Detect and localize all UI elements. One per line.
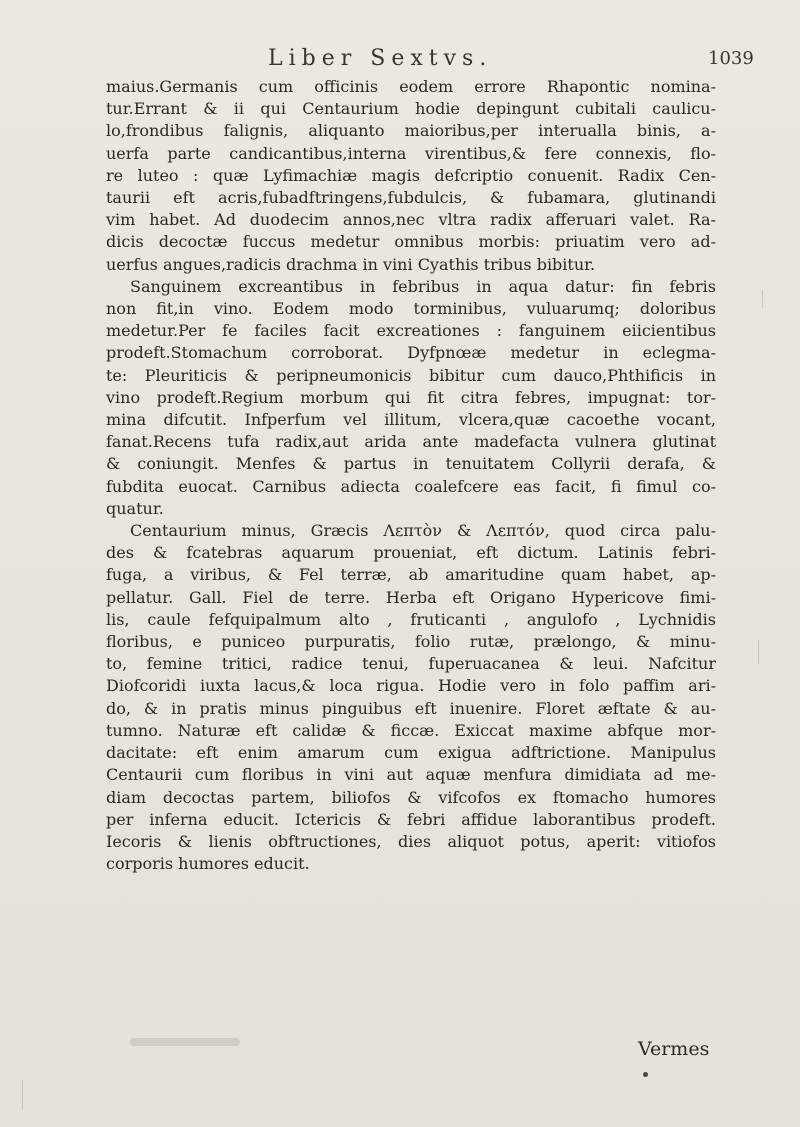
text-line: to, femine tritici, radice tenui, fuperuacanea & leui. Nafcitur	[106, 654, 716, 674]
text-line: tumno. Naturæ eft calidæ & ficcæ. Exiccat maxime abfque mor-	[106, 720, 716, 740]
text-line: lo,frondibus falignis, aliquanto maioribus,per interualla binis, a-	[106, 121, 716, 141]
body-text	[106, 76, 716, 875]
text-line: dacitate: eft enim amarum cum exigua adftrictione. Manipulus	[106, 743, 716, 763]
text-line: Centaurii cum floribus in vini aut aquæ menfura dimidiata ad me-	[106, 765, 716, 785]
paragraph-centaurium-majus	[106, 76, 716, 520]
text-line: floribus, e puniceo purpuratis, folio rutæ, prælongo, & minu-	[106, 632, 716, 652]
text-line: Iecoris & lienis obftructiones, dies aliquot potus, aperit: vitiofos	[106, 831, 716, 851]
text-line: vino prodeft.Regium morbum qui fit citra febres, impugnat: tor-	[106, 387, 716, 407]
text-line: tur.Errant & ii qui Centaurium hodie depingunt cubitali caulicu-	[106, 99, 716, 119]
text-line: do, & in pratis minus pinguibus eft inuenire. Floret æftate & au-	[106, 698, 716, 718]
text-line: per inferna educit. Ictericis & febri affidue laborantibus prodeft.	[106, 809, 716, 829]
text-line: corporis humores educit.	[106, 854, 310, 874]
text-line: mina difcutit. Infperfum vel illitum, vlcera,quæ cacoethe vocant,	[106, 410, 716, 430]
margin-mark	[758, 640, 759, 664]
text-line: diam decoctas partem, biliofos & vifcofos ex ftomacho humores	[106, 787, 716, 807]
text-line: & coniungit. Menfes & partus in tenuitatem Collyrii derafa, &	[106, 454, 716, 474]
text-line: re luteo : quæ Lyfimachiæ magis defcriptio conuenit. Radix Cen-	[106, 165, 716, 185]
text-line: te: Pleuriticis & peripneumonicis bibitur cum dauco,Phthificis in	[106, 365, 716, 385]
text-line: uerfus angues,radicis drachma in vini Cyathis tribus bibitur.	[106, 254, 596, 274]
ink-smudge	[130, 1038, 240, 1046]
page-header	[0, 38, 800, 78]
text-line: fanat.Recens tufa radix,aut arida ante madefacta vulnera glutinat	[106, 432, 716, 452]
catchword: Vermes	[638, 1038, 710, 1060]
margin-mark	[762, 290, 763, 308]
text-line: des & fcatebras aquarum proueniat, eft dictum. Latinis febri-	[106, 543, 716, 563]
text-line: quatur.	[106, 498, 164, 518]
text-line: fubdita euocat. Carnibus adiecta coalefcere eas facit, fi fimul co-	[106, 476, 716, 496]
text-line: medetur.Per fe faciles facit excreationes : fanguinem eiicientibus	[106, 321, 716, 341]
text-line: uerfa parte candicantibus,interna virentibus,& fere connexis, flo-	[106, 143, 716, 163]
text-line: fuga, a viribus, & Fel terræ, ab amaritudine quam habet, ap-	[106, 565, 716, 585]
text-line: taurii eft acris,fubadftringens,fubdulcis, & fubamara, glutinandi	[106, 188, 716, 208]
text-line: pellatur. Gall. Fiel de terre. Herba eft Origano Hypericove fimi-	[106, 587, 716, 607]
paragraph-centaurium-minus	[106, 520, 716, 875]
text-line: non fit,in vino. Eodem modo torminibus, vuluarumq; doloribus	[106, 299, 716, 319]
text-line: dicis decoctæ fuccus medetur omnibus morbis: priuatim vero ad-	[106, 232, 716, 252]
text-line: lis, caule fefquipalmum alto , fruticanti , angulofo , Lychnidis	[106, 609, 716, 629]
ink-dot	[643, 1072, 648, 1077]
text-line: Centaurium minus, Græcis Λεπτὸν & Λεπτόν, quod circa palu-	[130, 521, 716, 541]
text-line: vim habet. Ad duodecim annos,nec vltra radix afferuari valet. Ra-	[106, 210, 716, 230]
margin-mark	[22, 1080, 23, 1110]
text-line: prodeft.Stomachum corroborat. Dyfpnœæ medetur in eclegma-	[106, 343, 716, 363]
running-head: Liber Sextvs.	[268, 46, 493, 71]
text-line: Diofcoridi iuxta lacus,& loca rigua. Hodie vero in folo paffim ari-	[106, 676, 716, 696]
page-number: 1039	[708, 48, 754, 69]
text-line: maius.Germanis cum officinis eodem errore Rhapontic nomina-	[106, 77, 716, 96]
text-line: Sanguinem excreantibus in febribus in aqua datur: fin febris	[130, 276, 716, 296]
